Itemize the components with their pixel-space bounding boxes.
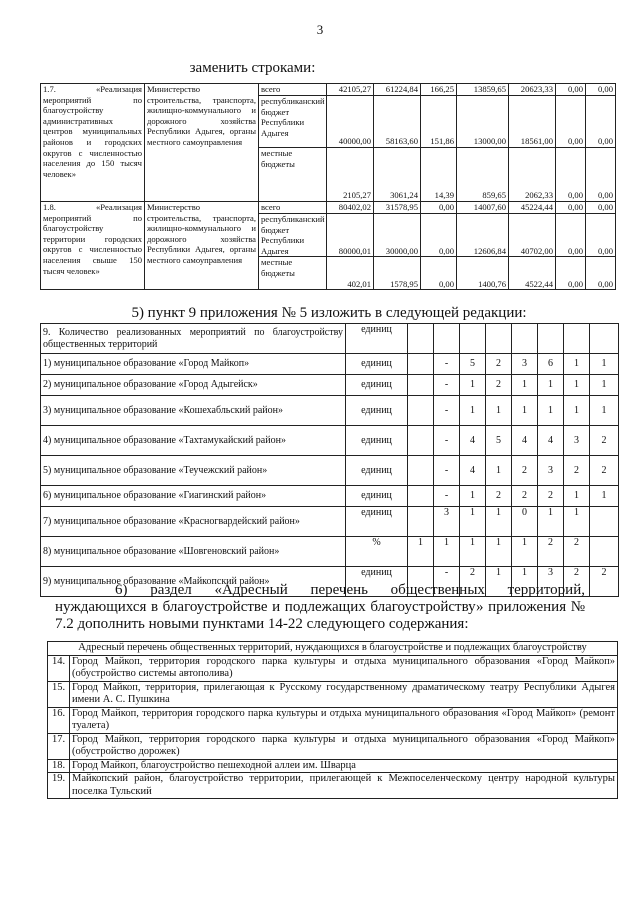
- value-cell: 0,00: [586, 214, 616, 257]
- row-text: Город Майкоп, территория городского парка культуры и отдыха муниципального образования «Город Майкоп» (ремонт туалета): [70, 707, 618, 733]
- table-row: [48, 681, 618, 707]
- value-cell: 1: [460, 537, 486, 567]
- value-cell: 1: [512, 537, 538, 567]
- value-cell: [408, 354, 434, 375]
- row-text: Город Майкоп, территория, прилегающая к Русскому государственному драматическому театру Республики Адыгея имени А. С. Пушкина: [70, 681, 618, 707]
- row-number: 15.: [48, 681, 70, 707]
- value-cell: 0,00: [556, 257, 586, 290]
- value-cell: 0: [512, 507, 538, 537]
- row-label: 1) муниципальное образование «Город Майкоп»: [41, 354, 346, 375]
- source-cell: республиканский бюджет Республики Адыгея: [259, 214, 327, 257]
- value-cell: 14,39: [421, 148, 457, 202]
- value-cell: 1: [512, 396, 538, 426]
- row-text: Город Майкоп, территория городского парка культуры и отдыха муниципального образования «Город Майкоп» (обустройство системы автополива): [70, 655, 618, 681]
- value-cell: -: [434, 456, 460, 486]
- value-cell: 42105,27: [327, 84, 374, 96]
- unit-cell: единиц: [346, 354, 408, 375]
- value-cell: 31578,95: [374, 202, 421, 214]
- value-cell: 1: [538, 396, 564, 426]
- paragraph-6: [55, 582, 585, 633]
- value-cell: 1: [564, 396, 590, 426]
- value-cell: 13859,65: [457, 84, 509, 96]
- table-row: [41, 537, 619, 567]
- value-cell: 2: [564, 537, 590, 567]
- row-label: 2) муниципальное образование «Город Адыгейск»: [41, 375, 346, 396]
- source-cell: республиканский бюджет Республики Адыгея: [259, 96, 327, 148]
- table-row: [48, 707, 618, 733]
- value-cell: 1: [590, 396, 619, 426]
- value-cell: 1: [460, 507, 486, 537]
- unit-cell: единиц: [346, 507, 408, 537]
- row-number: 16.: [48, 707, 70, 733]
- funding-table: [40, 83, 616, 290]
- row-label: 5) муниципальное образование «Теучежский район»: [41, 456, 346, 486]
- value-cell: 18561,00: [509, 96, 556, 148]
- value-cell: 20623,33: [509, 84, 556, 96]
- table-row: [41, 84, 616, 96]
- row-label: 7) муниципальное образование «Красногвардейский район»: [41, 507, 346, 537]
- value-cell: -: [434, 567, 460, 597]
- value-cell: 2: [564, 567, 590, 597]
- value-cell: 1578,95: [374, 257, 421, 290]
- value-cell: 3: [512, 354, 538, 375]
- value-cell: 166,25: [421, 84, 457, 96]
- value-cell: 2: [512, 486, 538, 507]
- value-cell: 3: [564, 426, 590, 456]
- header-label: 9. Количество реализованных мероприятий по благоустройству общественных территорий: [41, 324, 346, 354]
- value-cell: 40000,00: [327, 96, 374, 148]
- item5-heading: 5) пункт 9 приложения № 5 изложить в следующей редакции:: [131, 305, 527, 321]
- value-cell: [408, 486, 434, 507]
- value-cell: [408, 375, 434, 396]
- value-cell: 0,00: [421, 202, 457, 214]
- value-cell: [590, 507, 619, 537]
- value-cell: 3: [538, 567, 564, 597]
- header-unit: единиц: [346, 324, 408, 354]
- value-cell: [408, 507, 434, 537]
- value-cell: 1: [512, 567, 538, 597]
- row-text: Город Майкоп, благоустройство пешеходной аллеи им. Шварца: [70, 759, 618, 773]
- value-cell: 80000,01: [327, 214, 374, 257]
- value-cell: 2: [486, 354, 512, 375]
- value-cell: 1: [564, 354, 590, 375]
- value-cell: 61224,84: [374, 84, 421, 96]
- unit-cell: единиц: [346, 396, 408, 426]
- value-cell: 0,00: [556, 96, 586, 148]
- value-cell: 151,86: [421, 96, 457, 148]
- source-cell: всего: [259, 202, 327, 214]
- indicator-table: [40, 323, 619, 597]
- address-list-table: [47, 641, 618, 799]
- value-cell: 1: [486, 567, 512, 597]
- value-cell: 12606,84: [457, 214, 509, 257]
- table-row: [41, 396, 619, 426]
- value-cell: -: [434, 354, 460, 375]
- table-header-row: [48, 642, 618, 656]
- value-cell: 2: [564, 456, 590, 486]
- unit-cell: единиц: [346, 375, 408, 396]
- value-cell: 3: [434, 507, 460, 537]
- value-cell: [408, 396, 434, 426]
- value-cell: 1: [460, 375, 486, 396]
- unit-cell: %: [346, 537, 408, 567]
- replace-heading: заменить строками:: [189, 60, 316, 76]
- value-cell: 2: [460, 567, 486, 597]
- value-cell: 2: [486, 486, 512, 507]
- value-cell: 1: [590, 375, 619, 396]
- value-cell: 4: [512, 426, 538, 456]
- value-cell: 1: [512, 375, 538, 396]
- table-row: [41, 456, 619, 486]
- value-cell: 1: [486, 396, 512, 426]
- table-header-row: [41, 324, 619, 354]
- value-cell: 1: [486, 537, 512, 567]
- value-cell: 4: [460, 426, 486, 456]
- row-text: Город Майкоп, территория городского парка культуры и отдыха муниципального образования «Город Майкоп» (обустройство дорожек): [70, 733, 618, 759]
- value-cell: -: [434, 375, 460, 396]
- value-cell: 1: [486, 507, 512, 537]
- table-row: [41, 354, 619, 375]
- row-label: 6) муниципальное образование «Гиагинский район»: [41, 486, 346, 507]
- value-cell: [408, 456, 434, 486]
- value-cell: 2: [590, 567, 619, 597]
- row-label: 1.8. «Реализация мероприятий по благоустройству территории городских округов с численностью населения свыше 150 тысяч человек»: [41, 202, 145, 290]
- value-cell: 1: [460, 486, 486, 507]
- value-cell: 1: [538, 507, 564, 537]
- row-ministry: Министерство строительства, транспорта, жилищно-коммунального и дорожного хозяйства Республики Адыгея, органы местного самоуправления: [145, 84, 259, 202]
- value-cell: 2: [538, 486, 564, 507]
- row-number: 18.: [48, 759, 70, 773]
- value-cell: 0,00: [586, 84, 616, 96]
- unit-cell: единиц: [346, 456, 408, 486]
- page-number: 3: [316, 22, 324, 37]
- value-cell: 30000,00: [374, 214, 421, 257]
- value-cell: 3: [538, 456, 564, 486]
- value-cell: 1: [486, 456, 512, 486]
- value-cell: 40702,00: [509, 214, 556, 257]
- value-cell: 1400,76: [457, 257, 509, 290]
- row-text: Майкопский район, благоустройство территории, прилегающей к Межпоселенческому центру народной культуры поселка Тульский: [70, 773, 618, 799]
- table-row: [48, 733, 618, 759]
- value-cell: 0,00: [556, 148, 586, 202]
- value-cell: 0,00: [556, 84, 586, 96]
- value-cell: 859,65: [457, 148, 509, 202]
- value-cell: -: [434, 426, 460, 456]
- value-cell: 0,00: [586, 148, 616, 202]
- value-cell: 2105,27: [327, 148, 374, 202]
- row-label: 8) муниципальное образование «Шовгеновский район»: [41, 537, 346, 567]
- row-label: 1.7. «Реализация мероприятий по благоустройству административных центров муниципальных районов и городских округов с численностью населения до 150 тысяч человек»: [41, 84, 145, 202]
- value-cell: 5: [486, 426, 512, 456]
- value-cell: 0,00: [586, 257, 616, 290]
- value-cell: [408, 426, 434, 456]
- value-cell: 0,00: [586, 202, 616, 214]
- table-row: [48, 773, 618, 799]
- value-cell: 0,00: [556, 214, 586, 257]
- table-row: [41, 426, 619, 456]
- row-label: 4) муниципальное образование «Тахтамукайский район»: [41, 426, 346, 456]
- paragraph-6-text: 6) раздел «Адресный перечень общественных территорий, нуждающихся в благоустройстве и подлежащих благоустройству» приложения № 7.2 дополнить новыми пунктами 14-22 следующего содержания:: [55, 582, 585, 632]
- source-cell: местные бюджеты: [259, 257, 327, 290]
- value-cell: 5: [460, 354, 486, 375]
- unit-cell: единиц: [346, 426, 408, 456]
- value-cell: 402,01: [327, 257, 374, 290]
- value-cell: 1: [460, 396, 486, 426]
- table-row: [41, 507, 619, 537]
- value-cell: 0,00: [421, 257, 457, 290]
- table-row: [41, 375, 619, 396]
- value-cell: 13000,00: [457, 96, 509, 148]
- source-cell: местные бюджеты: [259, 148, 327, 202]
- unit-cell: единиц: [346, 486, 408, 507]
- value-cell: 4: [538, 426, 564, 456]
- source-cell: всего: [259, 84, 327, 96]
- value-cell: 0,00: [556, 202, 586, 214]
- address-list-header: Адресный перечень общественных территорий, нуждающихся в благоустройстве и подлежащих благоустройству: [48, 642, 618, 656]
- value-cell: 0,00: [421, 214, 457, 257]
- value-cell: 1: [408, 537, 434, 567]
- value-cell: 80402,02: [327, 202, 374, 214]
- value-cell: 2: [512, 456, 538, 486]
- value-cell: 1: [590, 354, 619, 375]
- table-row: [41, 202, 616, 214]
- value-cell: 1: [564, 375, 590, 396]
- value-cell: 1: [564, 507, 590, 537]
- value-cell: 2062,33: [509, 148, 556, 202]
- value-cell: 58163,60: [374, 96, 421, 148]
- value-cell: 1: [538, 375, 564, 396]
- value-cell: 1: [564, 486, 590, 507]
- row-number: 19.: [48, 773, 70, 799]
- value-cell: 2: [486, 375, 512, 396]
- row-number: 17.: [48, 733, 70, 759]
- value-cell: 4522,44: [509, 257, 556, 290]
- unit-cell: единиц: [346, 567, 408, 597]
- value-cell: 6: [538, 354, 564, 375]
- value-cell: 2: [590, 426, 619, 456]
- value-cell: 1: [590, 486, 619, 507]
- table-row: [48, 655, 618, 681]
- value-cell: [590, 537, 619, 567]
- value-cell: 2: [590, 456, 619, 486]
- value-cell: 45224,44: [509, 202, 556, 214]
- value-cell: 4: [460, 456, 486, 486]
- row-ministry: Министерство строительства, транспорта, жилищно-коммунального и дорожного хозяйства Республики Адыгея, органы местного самоуправления: [145, 202, 259, 290]
- value-cell: -: [434, 486, 460, 507]
- value-cell: 3061,24: [374, 148, 421, 202]
- value-cell: 14007,60: [457, 202, 509, 214]
- value-cell: 0,00: [586, 96, 616, 148]
- table-row: [41, 486, 619, 507]
- row-label: 3) муниципальное образование «Кошехабльский район»: [41, 396, 346, 426]
- table-row: [48, 759, 618, 773]
- value-cell: 2: [538, 537, 564, 567]
- value-cell: -: [434, 396, 460, 426]
- row-label: 9) муниципальное образование «Майкопский район»: [41, 567, 346, 597]
- row-number: 14.: [48, 655, 70, 681]
- value-cell: 1: [434, 537, 460, 567]
